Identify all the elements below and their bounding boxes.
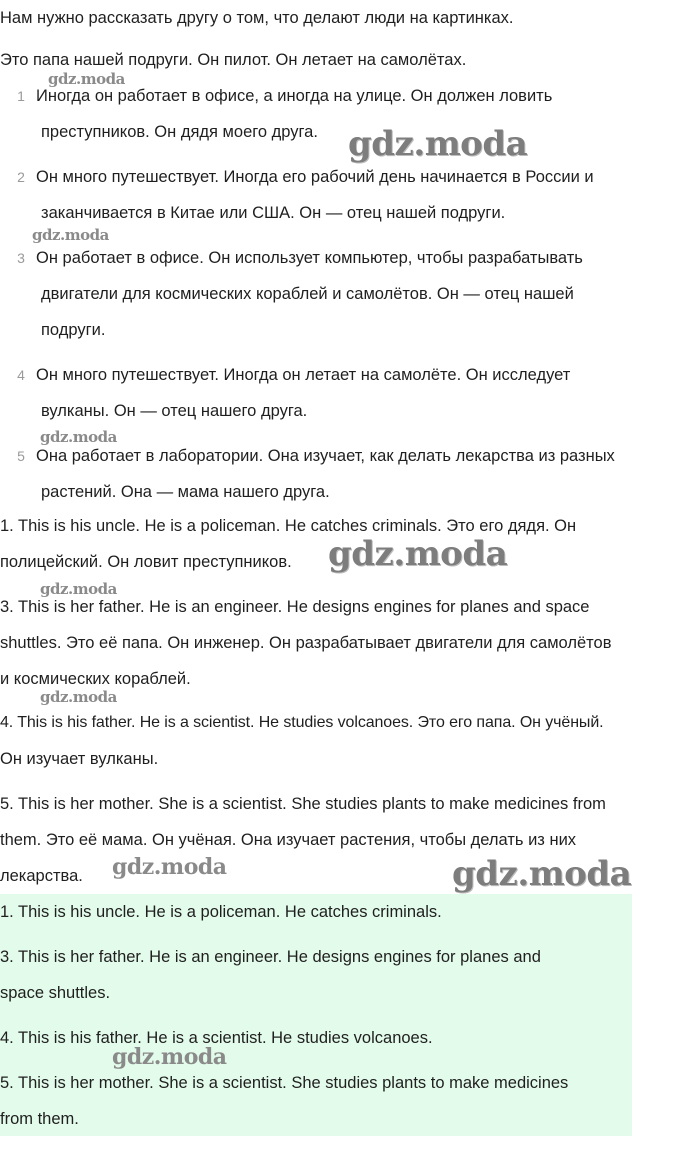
watermark: gdz.moda xyxy=(112,1044,227,1070)
item-line: двигатели для космических кораблей и самолётов. Он — отец нашей xyxy=(41,285,574,303)
watermark: gdz.moda xyxy=(452,854,632,894)
answer-line: 5. This is her mother. She is a scientist. She studies plants to make medicines from xyxy=(0,795,606,813)
answer-line: Он изучает вулканы. xyxy=(0,750,159,768)
answer-line: 3. This is her father. He is an engineer. He designs engines for planes and space xyxy=(0,598,590,616)
english-answer-line: space shuttles. xyxy=(0,984,111,1002)
answer-line: them. Это её мама. Он учёная. Она изучает растения, чтобы делать из них xyxy=(0,831,577,849)
item-line: подруги. xyxy=(41,321,106,339)
english-answer xyxy=(0,894,632,930)
answer-line: shuttles. Это её папа. Он инженер. Он разрабатывает двигатели для самолётов xyxy=(0,634,612,652)
example-text: Это папа нашей подруги. Он пилот. Он летает на самолётах. xyxy=(0,51,467,69)
watermark: gdz.moda xyxy=(48,70,125,88)
watermark: gdz.moda xyxy=(348,124,528,164)
watermark: gdz.moda xyxy=(40,428,117,446)
item-line: вулканы. Он — отец нашего друга. xyxy=(41,402,308,420)
item-number: 2 xyxy=(17,169,25,185)
item-line: заканчивается в Китае или США. Он — отец нашей подруги. xyxy=(41,204,506,222)
answer-paragraph xyxy=(0,705,680,777)
answer-line: лекарства. xyxy=(0,867,83,885)
intro-text: Нам нужно рассказать другу о том, что делают люди на картинках. xyxy=(0,9,514,27)
item-line: Он работает в офисе. Он использует компьютер, чтобы разрабатывать xyxy=(36,249,583,267)
english-answer-line: 3. This is her father. He is an engineer. He designs engines for planes and xyxy=(0,948,541,966)
item-text xyxy=(36,159,676,231)
english-answer-line: 1. This is his uncle. He is a policeman. He catches criminals. xyxy=(0,903,442,921)
item-text xyxy=(36,240,676,348)
answer-line: 4. This is his father. He is a scientist. He studies volcanoes. Это его папа. Он учёный. xyxy=(0,714,604,731)
english-answer xyxy=(0,939,632,1011)
item-line: Он много путешествует. Иногда он летает на самолёте. Он исследует xyxy=(36,366,571,384)
english-answer-line: 4. This is his father. He is a scientist. He studies volcanoes. xyxy=(0,1029,433,1047)
item-number: 5 xyxy=(17,448,25,464)
answer-line: и космических кораблей. xyxy=(0,670,191,688)
english-answer-line: 5. This is her mother. She is a scientist. She studies plants to make medicines xyxy=(0,1074,569,1092)
english-answer xyxy=(0,1020,632,1056)
item-line: преступников. Он дядя моего друга. xyxy=(41,123,318,141)
answer-line: 1. This is his uncle. He is a policeman. He catches criminals. Это его дядя. Он xyxy=(0,517,577,535)
answer-line: полицейский. Он ловит преступников. xyxy=(0,553,292,571)
item-line: растений. Она — мама нашего друга. xyxy=(41,483,330,501)
answer-paragraph xyxy=(0,589,680,697)
item-number: 4 xyxy=(17,367,25,383)
english-answer-line: from them. xyxy=(0,1110,79,1128)
watermark: gdz.moda xyxy=(32,226,109,244)
english-answer xyxy=(0,1065,632,1137)
item-text xyxy=(36,357,676,429)
item-line: Она работает в лаборатории. Она изучает, как делать лекарства из разных xyxy=(36,447,615,465)
item-number: 3 xyxy=(17,250,25,266)
watermark: gdz.moda xyxy=(328,534,508,574)
item-line: Он много путешествует. Иногда его рабочий день начинается в России и xyxy=(36,168,594,186)
item-line: Иногда он работает в офисе, а иногда на улице. Он должен ловить xyxy=(36,87,553,105)
watermark: gdz.moda xyxy=(40,688,117,706)
watermark: gdz.moda xyxy=(112,854,227,880)
item-text xyxy=(36,438,676,510)
item-number: 1 xyxy=(17,88,25,104)
watermark: gdz.moda xyxy=(40,580,117,598)
